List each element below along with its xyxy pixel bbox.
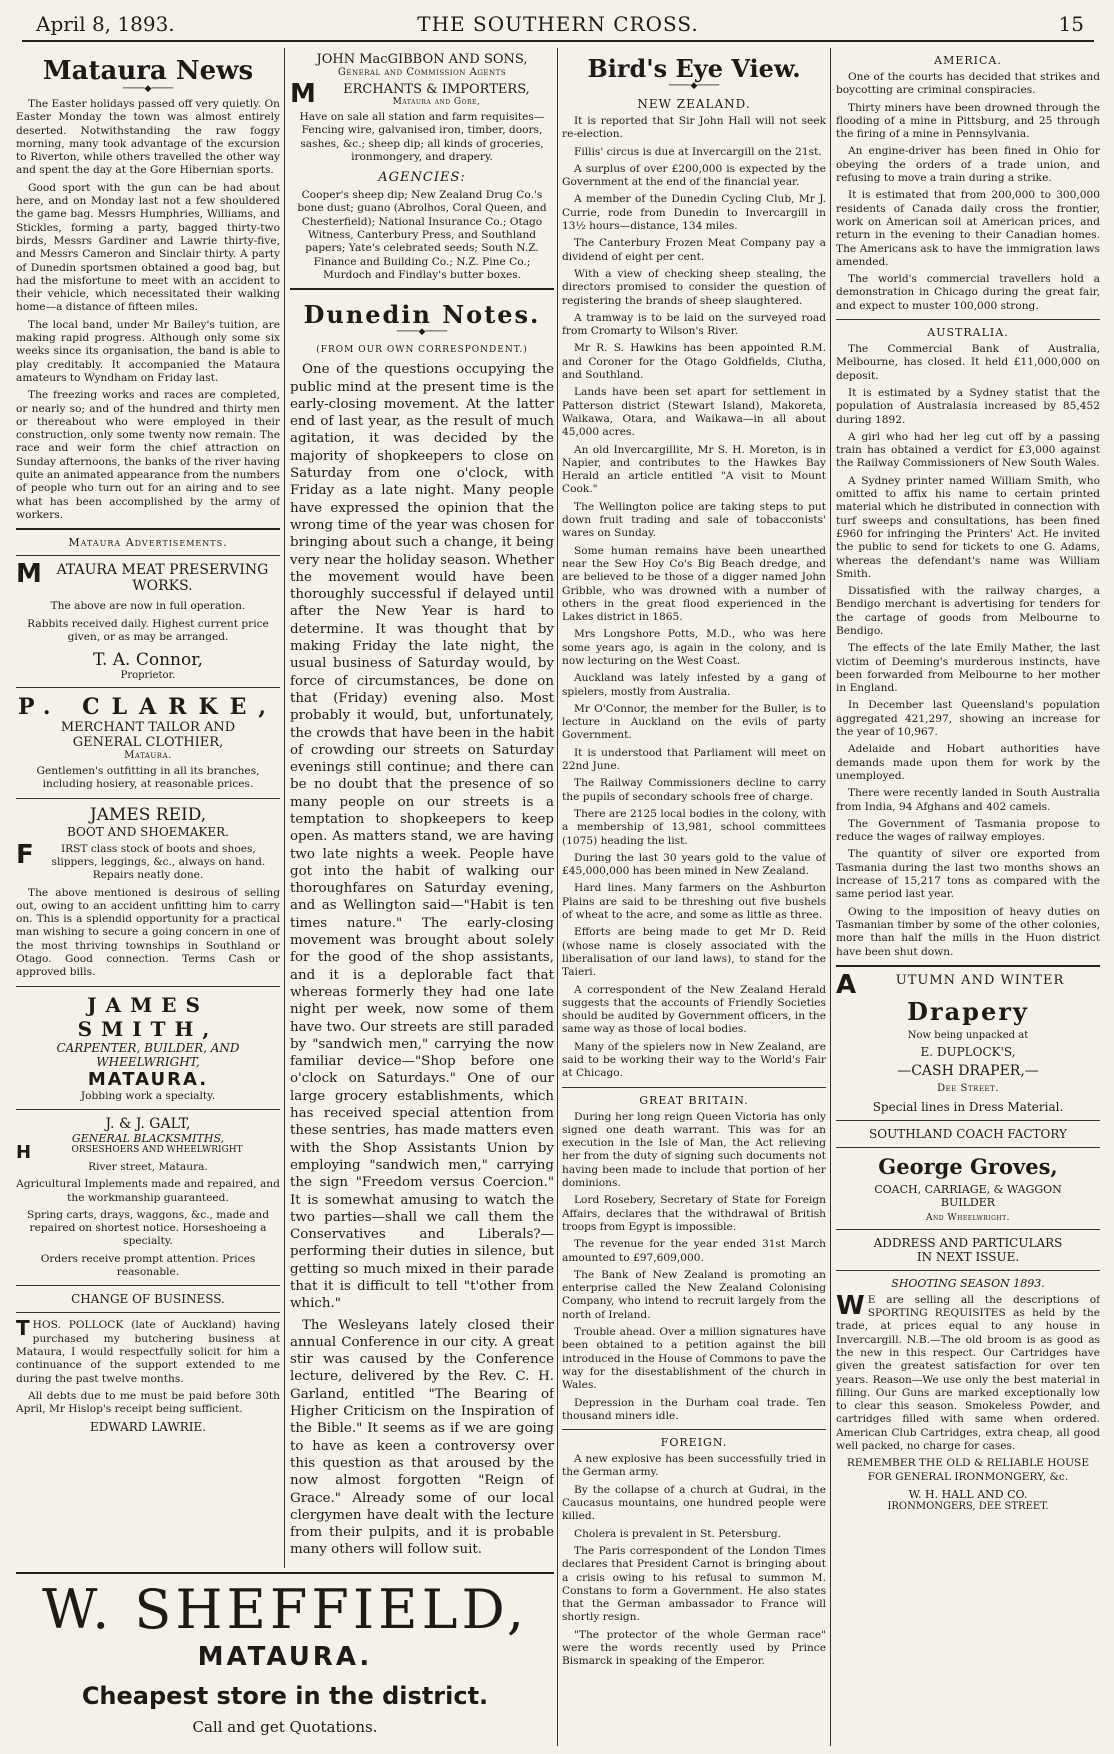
news-item: The Railway Commissioners decline to carry the pupils of secondary schools free of charge. (562, 777, 826, 803)
divider-ornament: ────◆──── (668, 81, 720, 91)
news-item: Lands have been set apart for settlement in Patterson district (Stewart Island), Makoreta, Waikawa, Otara, and Waikawa—in all about 45,000 acres. (562, 386, 826, 439)
masthead-title: THE SOUTHERN CROSS. (417, 12, 699, 36)
dunedin-notes (290, 300, 554, 1558)
divider (836, 965, 1100, 967)
drop-cap: F (16, 839, 34, 870)
news-item: An engine-driver has been fined in Ohio for obeying the orders of a trade union, and refusing to move a train during a strike. (836, 145, 1100, 185)
divider (16, 687, 280, 688)
article-paragraph: The Wesleyans lately closed their annual Conference in our city. A great stir was caused by the Conference lecture, delivered by the Rev. C. H. Garland, entitled "The Bearing of Higher Criticism on the Inspiration of the Bible." It seems as if we are going to have as keen a controversy over this question as that aroused by the now almost forgotten "Reign of Grace." Already some of our local clergymen have dealt with the lecture from their pulpits, and it is probable many others will follow suit. (290, 1317, 554, 1558)
ad-signature: EDWARD LAWRIE. (89, 1420, 207, 1435)
ad-line: ADDRESS AND PARTICULARS (873, 1235, 1063, 1250)
news-item: The Paris correspondent of the London Times declares that President Carnot is bringing about a crisis owing to his refusal to summon M. Constans to form a Government. He also states that the German ambassador to France will shortly resign. (562, 1544, 826, 1624)
ad-line: The above are now in full operation. (50, 600, 246, 613)
ad-line: IN NEXT ISSUE. (916, 1249, 1020, 1264)
ad-title: J. & J. GALT, (105, 1115, 191, 1132)
hall-ad (836, 1277, 1100, 1512)
divider (16, 1109, 280, 1110)
news-item: A tramway is to be laid on the surveyed road from Cromarty to Wilson's River. (562, 311, 826, 338)
ad-body: HOS. POLLOCK (late of Auckland) having purchased my butchering business at Mataura, I would respectfully solicit for him a continuance of the support extended to me during the past twelve months. (16, 1319, 280, 1385)
ad-title: ATAURA MEAT PRESERVING WORKS. (56, 562, 269, 595)
ad-town: MATAURA. (87, 1068, 209, 1090)
divider (836, 1229, 1100, 1230)
agencies-heading: AGENCIES: (378, 170, 466, 186)
news-item: It is understood that Parliament will meet on 22nd June. (562, 746, 826, 773)
page-header (22, 10, 1094, 42)
ad-subtitle: BOOT AND SHOEMAKER. (67, 824, 229, 839)
news-item: A Sydney printer named William Smith, who omitted to affix his name to certain printed material which he distributed in connection with turf sweeps and consultations, has been fined £960 for infringing the Printers' Act. He invited the public to send for tickets to one G. Adams, whereas the defendant's name was William Smith. (836, 474, 1100, 580)
news-item: The Bank of New Zealand is promoting an enterprise called the New Zealand Colonising Company, who intend to recruit largely from the north of Ireland. (562, 1268, 826, 1321)
ad-address: River street, Mataura. (88, 1160, 208, 1173)
ads-heading: Mataura Advertisements. (68, 536, 228, 550)
news-item: There were recently landed in South Australia from India, 94 Afghans and 402 camels. (836, 787, 1100, 813)
news-item: The world's commercial travellers hold a demonstration in Chicago during the great fair, and expect to muster 100,000 strong. (836, 273, 1100, 312)
ad-title: P. CLARKE, (17, 694, 279, 721)
divider (562, 1087, 826, 1088)
ad-name: E. DUPLOCK'S, (920, 1044, 1016, 1059)
ad-line: BUILDER (940, 1195, 996, 1209)
byline: (FROM OUR OWN CORRESPONDENT.) (316, 345, 528, 356)
news-item: The quantity of silver ore exported from Tasmania during the last two months shows an increase of 15,217 tons as compared with the same period last year. (836, 848, 1100, 901)
smith-ad (16, 993, 280, 1103)
news-paragraph: The Easter holidays passed off very quietly. On Easter Monday the town was almost entirely deserted. Notwithstanding the raw foggy morning, many took advantage of the excursion to Riverton, while others travelled the other way and spent the day at the Gore Hibernian sports. (16, 98, 280, 177)
australia-news-list (836, 343, 1100, 959)
news-item: There are 2125 local bodies in the colony, with a membership of 13,981, school committees (1075) heading the list. (562, 807, 826, 847)
reid-ad (16, 805, 280, 980)
news-item: With a view of checking sheep stealing, the directors promised to consider the question of registering the brands of sheep slaughtered. (562, 267, 826, 307)
ad-address: IRONMONGERS, DEE STREET. (887, 1500, 1049, 1512)
news-item: It is estimated that from 200,000 to 300,000 residents of Canada daily cross the frontier, work on American soil at American prices, and return in the evening to their Canadian homes. The Americans ask to have the immigration laws amended. (836, 189, 1100, 268)
news-item: An old Invercargillite, Mr S. H. Moreton, is in Napier, and contributes to the Hawkes Bay Herald an article entitled "A visit to Mount Cook." (562, 443, 826, 496)
drop-cap: A (836, 969, 858, 1000)
sheffield-town: MATAURA. (197, 1642, 373, 1672)
news-item: By the collapse of a church at Gudrai, in the Caucasus mountains, one hundred people were killed. (562, 1483, 826, 1523)
article-paragraph: One of the questions occupying the public mind at the present time is the early-closing movement. At the latter end of last year, as the result of much agitation, it was decided by the majority of shopkeepers to close on Saturday from one o'clock, with Friday as a late night. Many people have expressed the opinion that the wrong time of the year was chosen for bringing about such a change, it being very near the holiday season. Whether the movement would have been thoroughly successful if delayed until after the New Year is hard to determine. It was thought that by making Friday the late night, the usual business of Saturday would, by force of circumstances, be done on that (Friday) evening also. Most probably it would, but, unfortunately, the crowds that have been in the habit of crowding our streets on Saturday evenings still continue; and there can be no doubt that the presence of so many people on our streets is a temptation to shopkeepers to keep open. As matters stand, we are having two late nights a week. People have got into the habit of walking our thoroughfares on Saturday evening, and as Wellington said—"Habit is ten times nature." The early-closing movement was brought about solely for the good of the shop assistants, and it is a deplorable fact that whereas formerly they had one late night per week, now some of them have two. Our streets are still paraded by "sandwich men," carrying the now familiar device—"Shop before one o'clock on Saturdays." One of our large grocery establishments, which has received special attention from these sentries, has made matters even with the Shop Assistants Union by employing "sandwich men," carrying the sign "Freedom versus Coercion." It is somewhat amusing to watch the two parties—shall we call them the Conservatives and Liberals?—performing their duties in silence, but getting so much mixed in their parade that it is difficult to tell "t'other from which." (290, 362, 554, 1312)
ad-line: MERCHANT TAILOR AND (60, 720, 236, 736)
news-item: Fillis' circus is due at Invercargill on the 21st. (574, 145, 822, 158)
news-item: The Commercial Bank of Australia, Melbourne, has closed. It held £11,000,000 on deposit. (836, 343, 1100, 382)
ad-body: Gentlemen's outfitting in all its branches, including hosiery, at reasonable prices. (36, 765, 260, 791)
column-1 (16, 48, 280, 1568)
agencies-body: Cooper's sheep dip; New Zealand Drug Co.'s bone dust; guano (Abrolhos, Coral Queen, and Chesterfield); National Insurance Co.; Otago Witness, Canterbury Press, and Southland papers; Yate's celebrated seeds; South N.Z. Finance and Building Co.; N.Z. Pine Co.; Murdoch and Findlay's butter boxes. (297, 189, 547, 281)
news-item: A correspondent of the New Zealand Herald suggests that the accounts of Friendly Societies should be audited by Government officers, in the same way as those of local bodies. (562, 983, 826, 1036)
ad-line: —CASH DRAPER,— (897, 1062, 1039, 1079)
divider (16, 528, 280, 530)
galt-ad (16, 1116, 280, 1279)
news-item: Depression in the Durham coal trade. Ten thousand miners idle. (562, 1396, 826, 1422)
section-heading: NEW ZEALAND. (637, 97, 751, 111)
news-item: During the last 30 years gold to the value of £45,000,000 has been mined in New Zealand. (562, 851, 826, 878)
news-item: A surplus of over £200,000 is expected by the Government at the end of the financial year. (562, 162, 826, 189)
column-2 (290, 48, 554, 1568)
ad-title: Drapery (907, 996, 1029, 1026)
news-item: A new explosive has been successfully tried in the German army. (562, 1453, 826, 1479)
nz-news-list (562, 115, 826, 1081)
column-4 (836, 48, 1100, 1746)
divider (562, 1429, 826, 1430)
news-paragraph: Good sport with the gun can be had about here, and on Monday last not a few shouldered the game bag. Messrs Humphries, Williams, and Stickles, forming a party, bagged thirty-two birds, Messrs Gardiner and Lawrie thirty-five, and Messrs Cameron and Sinclair thirty. A party of Dunedin sportsmen obtained a good bag, but had the misfortune to meet with an accident to their vehicle, which necessitated their walking home—a distance of fifteen miles. (16, 181, 280, 314)
ad-line: UTUMN AND WINTER (895, 972, 1065, 988)
news-item: Mrs Longshore Potts, M.D., who was here some years ago, is again in the colony, and is now lecturing on the West Coast. (562, 628, 826, 667)
news-item: One of the courts has decided that strikes and boycotting are criminal conspiracies. (836, 71, 1100, 97)
sheffield-slogan: Cheapest store in the district. (81, 1682, 489, 1710)
news-item: Adelaide and Hobart authorities have demands made upon them for work by the unemployed. (836, 743, 1100, 782)
ad-body: Orders receive prompt attention. Prices reasonable. (40, 1252, 256, 1279)
ad-heading: CHANGE OF BUSINESS. (71, 1292, 225, 1307)
ad-line: REMEMBER THE OLD & RELIABLE HOUSE FOR GENERAL IRONMONGERY, &c. (846, 1457, 1090, 1483)
gb-news-list (562, 1111, 826, 1424)
ad-line: And Wheelwright. (925, 1212, 1011, 1223)
news-item: It is estimated by a Sydney statist that the population of Australasia increased by 85,452 during 1892. (836, 386, 1100, 426)
news-item: The Government of Tasmania propose to reduce the wages of railway employes. (836, 817, 1100, 844)
news-item: In December last Queensland's population aggregated 421,297, showing an increase for the year of 10,967. (836, 699, 1100, 739)
news-item: Owing to the imposition of heavy duties on Tasmanian timber by some of the other colonies, more than half the mills in the Huon district have been shut down. (836, 905, 1100, 958)
ad-line: ERCHANTS & IMPORTERS, (343, 82, 530, 97)
ad-town: Mataura and Gore, (392, 97, 481, 107)
divider (290, 288, 554, 290)
divider (16, 555, 280, 556)
divider-ornament: ────◆──── (396, 327, 448, 338)
ad-name: W. H. HALL AND CO. (908, 1487, 1028, 1501)
news-item: Lord Rosebery, Secretary of State for Foreign Affairs, declares that the withdrawal of British troops from Egypt is impossible. (562, 1194, 826, 1233)
ad-title: JOHN MacGIBBON AND SONS, (316, 52, 528, 67)
column-rule (830, 48, 831, 1746)
divider (836, 1270, 1100, 1271)
news-item: A member of the Dunedin Cycling Club, Mr J. Currie, rode from Dunedin to Invercargill in 13½ hours—distance, 134 miles. (562, 193, 826, 233)
news-item: The revenue for the year ended 31st March amounted to £97,609,000. (562, 1238, 826, 1264)
ad-line: Rabbits received daily. Highest current price given, or as may be arranged. (27, 617, 269, 643)
drop-cap: H (16, 1141, 32, 1163)
news-item: Trouble ahead. Over a million signatures have been obtained to a petition against the bill introduced in the House of Commons to pave the way for the disestablishment of the church in Wales. (562, 1326, 826, 1392)
news-item: The Wellington police are taking steps to put down fruit trading and sale of tobacconists' wares on Sunday. (562, 500, 826, 540)
ad-body: Have on sale all station and farm requisites—Fencing wire, galvanised iron, timber, doors, sashes, &c.; sheep dip; all kinds of groceries, ironmongery, and drapery. (299, 111, 545, 163)
drop-cap: M (290, 79, 316, 109)
ad-subtitle: General and Commission Agents (337, 67, 507, 78)
news-paragraph: The freezing works and races are completed, or nearly so; and of the hundred and thirty men or thereabout who were employed in their construction, only some twenty now remain. The race and weir form the chief attraction on Sunday afternoons, the banks of the river having quite an animated appearance from the numbers of people who turn out for an airing and to see what has been accomplished by the army of workers. (16, 389, 280, 521)
ad-line: ORSESHOERS AND WHEELWRIGHT (71, 1144, 243, 1155)
birds-eye-view-title: Bird's Eye View. (587, 54, 801, 83)
dunedin-notes-title: Dunedin Notes. (303, 300, 541, 330)
ad-line: COACH, CARRIAGE, & WAGGON (874, 1182, 1062, 1196)
ad-line: Now being unpacked at (907, 1029, 1029, 1041)
news-item: It is reported that Sir John Hall will not seek re-election. (562, 115, 826, 141)
section-heading: FOREIGN. (660, 1436, 728, 1450)
ad-line: WHEELWRIGHT, (96, 1054, 200, 1069)
news-item: Mr R. S. Hawkins has been appointed R.M. and Coroner for the Otago Goldfields, Clutha, and Southland. (562, 342, 826, 382)
ad-town: Mataura. (124, 750, 172, 762)
ad-line: GENERAL CLOTHIER, (72, 735, 224, 751)
ad-title: JAMES SMITH, (77, 992, 219, 1041)
news-item: The Canterbury Frozen Meat Company pay a dividend of eight per cent. (562, 237, 826, 263)
ad-notice: The above mentioned is desirous of selling out, owing to an accident unfitting him to carry on. This is a splendid opportunity for a practical man wishing to secure a going concern in one of the most thriving townships in Southland or Otago. Good connection. Terms Cash or approved bills. (16, 886, 280, 979)
news-item: Some human remains have been unearthed near the Sew Hoy Co's Big Beach dredge, and are believed to be those of a digger named John Gribble, who was drowned with a number of others in the great flood experienced in the Lakes district in 1865. (562, 544, 826, 624)
news-item: Efforts are being made to get Mr D. Reid (whose name is closely associated with the liberalisation of our land laws), to stand for the Taieri. (562, 926, 826, 979)
america-news-list (836, 71, 1100, 313)
drop-cap: M (16, 559, 42, 590)
macgibbon-ad (290, 52, 554, 282)
ad-title: George Groves, (878, 1153, 1058, 1179)
divider (16, 1312, 280, 1313)
news-item: Hard lines. Many farmers on the Ashburton Plains are said to be threshing out five bushels of wheat to the acre, and some as little as three. (562, 882, 826, 922)
divider (836, 319, 1100, 320)
mataura-news-title: Mataura News (42, 56, 254, 86)
section-heading: AMERICA. (934, 54, 1002, 67)
ad-body: IRST class stock of boots and shoes, slippers, leggings, &c., always on hand. Repairs neatly done. (51, 842, 266, 882)
ad-note: Jobbing work a specialty. (80, 1089, 216, 1102)
divider (836, 1120, 1100, 1121)
ad-subtitle: GENERAL BLACKSMITHS, (71, 1131, 225, 1145)
news-item: "The protector of the whole German race" were the words recently used by Prince Bismarck in speaking of the Emperor. (562, 1628, 826, 1668)
column-rule (557, 48, 558, 1746)
news-item: Cholera is prevalent in St. Petersburg. (574, 1527, 782, 1540)
sheffield-call: Call and get Quotations. (192, 1718, 378, 1736)
ad-street: Dee Street. (937, 1082, 999, 1094)
ad-body: E are selling all the descriptions of SPORTING REQUISITES as held by the trade, at prices equal to any house in Invercargill. N.B.—The old broom is as good as the new in this respect. Our Cartridges have given the greatest satisfaction for over ten years. Reason—We use only the best material in filling. Our Guns are marked exceptionally low to clear this season. Smokeless Powder, and cartridges filled with same when ordered. American Club Cartridges, extra cheap, all good well packed, no charge for cases. (836, 1293, 1100, 1453)
ad-title: JAMES REID, (89, 804, 207, 825)
sheffield-ad (16, 1572, 554, 1744)
news-item: Dissatisfied with the railway charges, a Bendigo merchant is advertising for tenders for the cartage of goods from Melbourne to Bendigo. (836, 585, 1100, 637)
news-item: The effects of the late Emily Mather, the last victim of Deeming's murderous instincts, have been forwarded from Melbourne to her mother in England. (836, 642, 1100, 695)
sheffield-name: W. SHEFFIELD, (42, 1578, 528, 1641)
ad-line: Special lines in Dress Material. (872, 1099, 1064, 1114)
news-item: A girl who had her leg cut off by a passing train has obtained a verdict for £3,000 against the Railway Commissioners of New South Wales. (836, 430, 1100, 470)
drop-cap: T (16, 1316, 30, 1341)
divider (16, 986, 280, 987)
ad-heading: SHOOTING SEASON 1893. (891, 1276, 1045, 1290)
ad-heading: SOUTHLAND COACH FACTORY (869, 1126, 1067, 1141)
section-heading: AUSTRALIA. (927, 326, 1009, 340)
drop-cap: W (836, 1290, 865, 1321)
news-item: Mr O'Connor, the member for the Buller, is to lecture in Auckland on the evils of party Government. (562, 702, 826, 742)
ad-body: Agricultural Implements made and repaired, and the workmanship guaranteed. (16, 1178, 280, 1204)
news-paragraph: The local band, under Mr Bailey's tuition, are making rapid progress. Although only some six weeks since its organisation, the band is able to play creditably. It accompanied the Mataura amateurs to Wyndham on Friday last. (16, 318, 280, 384)
issue-date: April 8, 1893. (36, 12, 175, 36)
divider (836, 1147, 1100, 1148)
page-number: 15 (1058, 12, 1084, 36)
proprietor-role: Proprietor. (120, 670, 176, 682)
divider (16, 1285, 280, 1286)
meat-works-ad (16, 559, 280, 682)
news-item: Auckland was lately infested by a gang of spielers, mostly from Australia. (562, 672, 826, 698)
ad-body: All debts due to me must be paid before 30th April, Mr Hislop's receipt being sufficient. (16, 1389, 280, 1416)
ad-line: CARPENTER, BUILDER, AND (56, 1040, 240, 1055)
section-heading: GREAT BRITAIN. (639, 1093, 749, 1107)
proprietor-name: T. A. Connor, (93, 650, 203, 671)
news-item: Many of the spielers now in New Zealand, are said to be working their way to the World's Fair at Chicago. (562, 1040, 826, 1080)
ad-body: Spring carts, drays, waggons, &c., made and repaired on shortest notice. Horseshoeing a specialty. (26, 1208, 269, 1248)
column-3 (562, 48, 826, 1746)
divider (16, 798, 280, 799)
foreign-news-list (562, 1453, 826, 1668)
groves-ad (836, 1127, 1100, 1264)
news-item: Thirty miners have been drowned through the flooding of a mine in Pittsburg, and 25 through the firing of a mine in Pennsylvania. (836, 101, 1100, 141)
news-item: During her long reign Queen Victoria has only signed one death warrant. This was for an execution in the Isle of Man, the Act relieving her from the duty of signing such documents not having been made to include that portion of her dominions. (562, 1110, 826, 1190)
drapery-ad (836, 969, 1100, 1114)
change-of-business-ad (16, 1292, 280, 1434)
clarke-ad (16, 694, 280, 792)
divider-ornament: ────◆──── (122, 84, 174, 94)
column-rule (284, 48, 285, 1568)
